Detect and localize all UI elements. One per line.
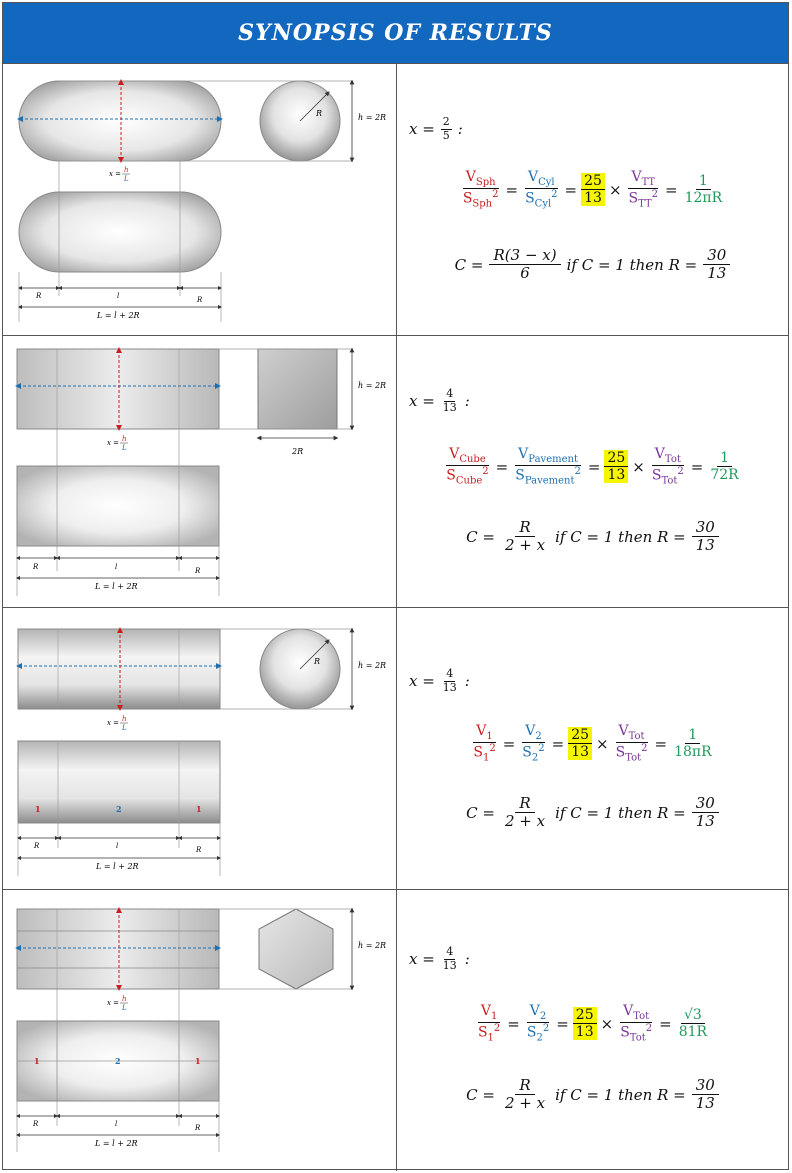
svg-text:L = l + 2R: L = l + 2R [96, 862, 139, 871]
svg-text:L = l + 2R: L = l + 2R [95, 1139, 138, 1148]
svg-text:h = 2R: h = 2R [358, 381, 387, 390]
cylinder-diagram [3, 608, 396, 889]
prism-top [17, 909, 219, 989]
svg-text:1: 1 [195, 1056, 201, 1066]
page-title: SYNOPSIS OF RESULTS [3, 3, 788, 63]
hexagonal-prism-diagram [3, 890, 396, 1171]
highlight-fraction: $\frac{25}{13}$ [581, 173, 605, 206]
result-row-2 [3, 335, 788, 607]
svg-text:R: R [33, 1120, 39, 1128]
result-row-3 [3, 607, 788, 889]
formula-panel-2: x = $\frac{4}{13}$ : $\frac{V_{Cube}}{S_{Cube}^2}$ = $\frac{V_{Pavement}}{S_{Pavement}^2}$ = $\frac{25}{13}$ × $\frac{V_{Tot}}{S_{Tot}^2}$ = $\frac{1}{72R}$ C = $\frac{R}{2 + x}$ if C = 1 then R = $\frac{30}{13}$ [397, 336, 788, 607]
svg-text:L: L [122, 724, 127, 732]
side-label: 2R [292, 447, 304, 456]
formula-panel-3: x = $\frac{4}{13}$ : $\frac{V_1}{S_1^2}$ = $\frac{V_2}{S_2^2}$ = $\frac{25}{13}$ × $\frac{V_{Tot}}{S_{Tot}^2}$ = $\frac{1}{18\pi R}$ C = $\frac{R}{2 + x}$ if C = 1 then R = $\frac{30}{13}$ [397, 608, 788, 889]
capsule-top [19, 81, 221, 161]
formula-panel-1: x = $\frac{2}{5}$ : $\frac{V_{Sph}}{S_{Sph}^2}$ = $\frac{V_{Cyl}}{S_{Cyl}^2}$ = $\frac{25}{13}$ × $\frac{V_{TT}}{S_{TT}^2}$ = $\frac{1}{12\pi R}$ C = $\frac{R(3 - x)}{6}$ if C = 1 then R = $\frac{30}{13}$ [397, 64, 788, 335]
svg-text:l: l [115, 563, 118, 571]
svg-text:x =: x = [107, 439, 120, 447]
c-equation-4: C = $\frac{R}{2 + x}$ if C = 1 then R = $\frac{30}{13}$ [397, 1077, 788, 1113]
ratio-equation-1: $\frac{V_{Sph}}{S_{Sph}^2}$ = $\frac{V_{Cyl}}{S_{Cyl}^2}$ = $\frac{25}{13}$ × $\frac{V_{TT}}{S_{TT}^2}$ = $\frac{1}{12\pi R}$ [462, 169, 723, 210]
formula-panel-4: x = $\frac{4}{13}$ : $\frac{V_1}{S_1^2}$ = $\frac{V_2}{S_2^2}$ = $\frac{25}{13}$ × $\frac{V_{Tot}}{S_{Tot}^2}$ = $\frac{√3}{81R}$ C = $\frac{R}{2 + x}$ if C = 1 then R = $\frac{30}{13}$ [397, 890, 788, 1171]
svg-text:x =: x = [107, 999, 120, 1007]
spherocylinder-diagram [3, 64, 396, 335]
radius-label: R [316, 109, 323, 118]
cylinder-top [18, 629, 220, 709]
svg-text:h = 2R: h = 2R [358, 661, 387, 670]
capsule-bottom [19, 192, 221, 272]
svg-text:l: l [116, 842, 119, 850]
cube-pavement-diagram [3, 336, 396, 607]
svg-text:R: R [33, 563, 39, 571]
svg-text:2: 2 [115, 1056, 121, 1066]
ratio-equation-4: $\frac{V_1}{S_1^2}$ = $\frac{V_2}{S_2^2}$ = $\frac{25}{13}$ × $\frac{V_{Tot}}{S_{Tot}^2}$ = $\frac{√3}{81R}$ [477, 1003, 708, 1044]
height-label: h = 2R [358, 113, 387, 122]
svg-text:L: L [122, 1004, 127, 1012]
result-row-4 [3, 889, 788, 1171]
svg-text:R: R [196, 846, 202, 854]
svg-text:h: h [122, 995, 127, 1003]
svg-text:L: L [122, 444, 127, 452]
svg-text:h: h [122, 435, 127, 443]
ratio-equation-3: $\frac{V_1}{S_1^2}$ = $\frac{V_2}{S_2^2}$ = $\frac{25}{13}$ × $\frac{V_{Tot}}{S_{Tot}^2}$ = $\frac{1}{18\pi R}$ [473, 723, 712, 764]
svg-text:1: 1 [35, 804, 41, 814]
length-label: L = l + 2R [97, 311, 140, 320]
svg-text:R: R [195, 1124, 201, 1132]
x-label: x = [109, 170, 122, 178]
svg-text:R: R [197, 296, 203, 304]
svg-text:1: 1 [34, 1056, 40, 1066]
c-equation-2: C = $\frac{R}{2 + x}$ if C = 1 then R = $\frac{30}{13}$ [397, 519, 788, 555]
pavement-bottom [17, 466, 219, 546]
svg-text:L: L [124, 175, 129, 183]
svg-text:2: 2 [116, 804, 122, 814]
svg-text:l: l [117, 292, 120, 300]
svg-text:l: l [115, 1120, 118, 1128]
svg-text:R: R [314, 657, 321, 666]
pavement-top [17, 349, 219, 429]
result-row-1 [3, 63, 788, 335]
c-equation-3: C = $\frac{R}{2 + x}$ if C = 1 then R = $\frac{30}{13}$ [397, 795, 788, 831]
svg-text:h: h [122, 715, 127, 723]
svg-text:h = 2R: h = 2R [358, 941, 387, 950]
cube [258, 349, 337, 429]
ratio-equation-2: $\frac{V_{Cube}}{S_{Cube}^2}$ = $\frac{V_{Pavement}}{S_{Pavement}^2}$ = $\frac{25}{13}$ × $\frac{V_{Tot}}{S_{Tot}^2}$ = $\frac{1}{72R}$ [446, 446, 739, 487]
c-equation-1: C = $\frac{R(3 - x)}{6}$ if C = 1 then R = $\frac{30}{13}$ [397, 247, 788, 283]
svg-text:R: R [36, 292, 42, 300]
svg-text:R: R [195, 567, 201, 575]
svg-text:h: h [124, 166, 129, 174]
svg-text:L = l + 2R: L = l + 2R [95, 582, 138, 591]
svg-text:x =: x = [107, 719, 120, 727]
hexagon [259, 909, 333, 989]
svg-text:R: R [34, 842, 40, 850]
svg-text:1: 1 [196, 804, 202, 814]
